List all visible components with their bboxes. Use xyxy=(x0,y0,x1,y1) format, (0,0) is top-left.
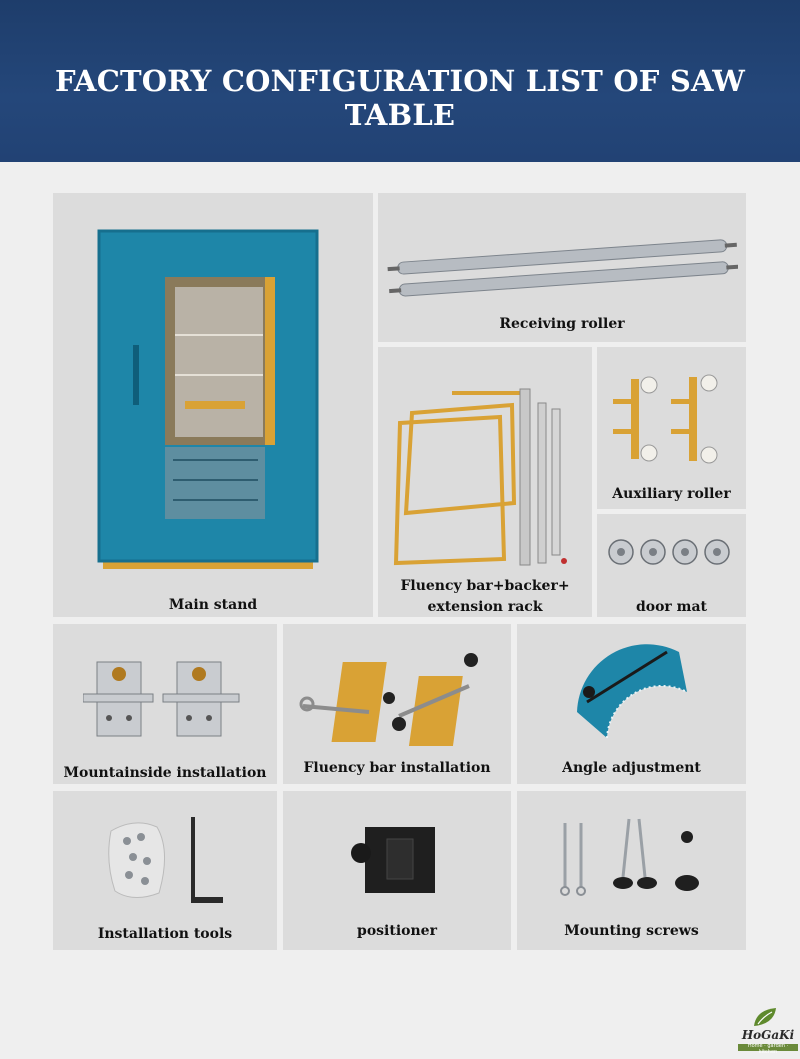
logo-tagline: Home · garden · kitchen xyxy=(747,1043,789,1055)
installation-tools-label: Installation tools xyxy=(97,926,233,942)
fluency-bar-installation-label: Fluency bar installation xyxy=(303,760,491,776)
fluency-bar-image xyxy=(392,383,582,573)
page-title: FACTORY CONFIGURATION LIST OF SAW TABLE xyxy=(54,64,746,132)
fluency-bar-label-line2: extension rack xyxy=(427,599,543,615)
mountainside-label: Mountainside installation xyxy=(63,765,267,781)
receiving-roller-label: Receiving roller xyxy=(499,316,625,332)
fluency-bar-installation-image xyxy=(299,646,495,746)
item-fluency-bar-installation xyxy=(283,624,511,784)
logo-name: HoGaKi xyxy=(741,1028,795,1042)
item-mounting-screws xyxy=(517,791,746,950)
item-mountainside-installation xyxy=(53,624,277,784)
door-mat-label: door mat xyxy=(635,599,708,615)
item-main-stand xyxy=(53,193,373,617)
positioner-image xyxy=(347,819,447,899)
header-banner xyxy=(0,0,800,162)
fluency-bar-label-line1: Fluency bar+backer+ xyxy=(400,578,570,594)
mounting-screws-label: Mounting screws xyxy=(564,923,699,939)
angle-adjustment-image xyxy=(567,642,697,752)
auxiliary-roller-image xyxy=(609,369,735,469)
item-receiving-roller xyxy=(378,193,746,342)
leaf-icon xyxy=(752,1006,780,1028)
positioner-label: positioner xyxy=(357,923,437,939)
item-auxiliary-roller xyxy=(597,347,746,509)
item-fluency-bar-backer xyxy=(378,347,592,617)
item-angle-adjustment xyxy=(517,624,746,784)
main-stand-label: Main stand xyxy=(168,597,258,613)
mounting-screws-image xyxy=(559,813,709,903)
item-positioner xyxy=(283,791,511,950)
item-installation-tools xyxy=(53,791,277,950)
angle-adjustment-label: Angle adjustment xyxy=(562,760,701,776)
brand-logo xyxy=(730,1002,800,1059)
item-door-mat xyxy=(597,514,746,617)
mountainside-image xyxy=(83,644,253,744)
receiving-roller-image xyxy=(386,233,738,303)
door-mat-image xyxy=(603,534,741,574)
main-stand-image xyxy=(93,225,323,579)
auxiliary-roller-label: Auxiliary roller xyxy=(612,486,731,502)
installation-tools-image xyxy=(105,811,235,911)
